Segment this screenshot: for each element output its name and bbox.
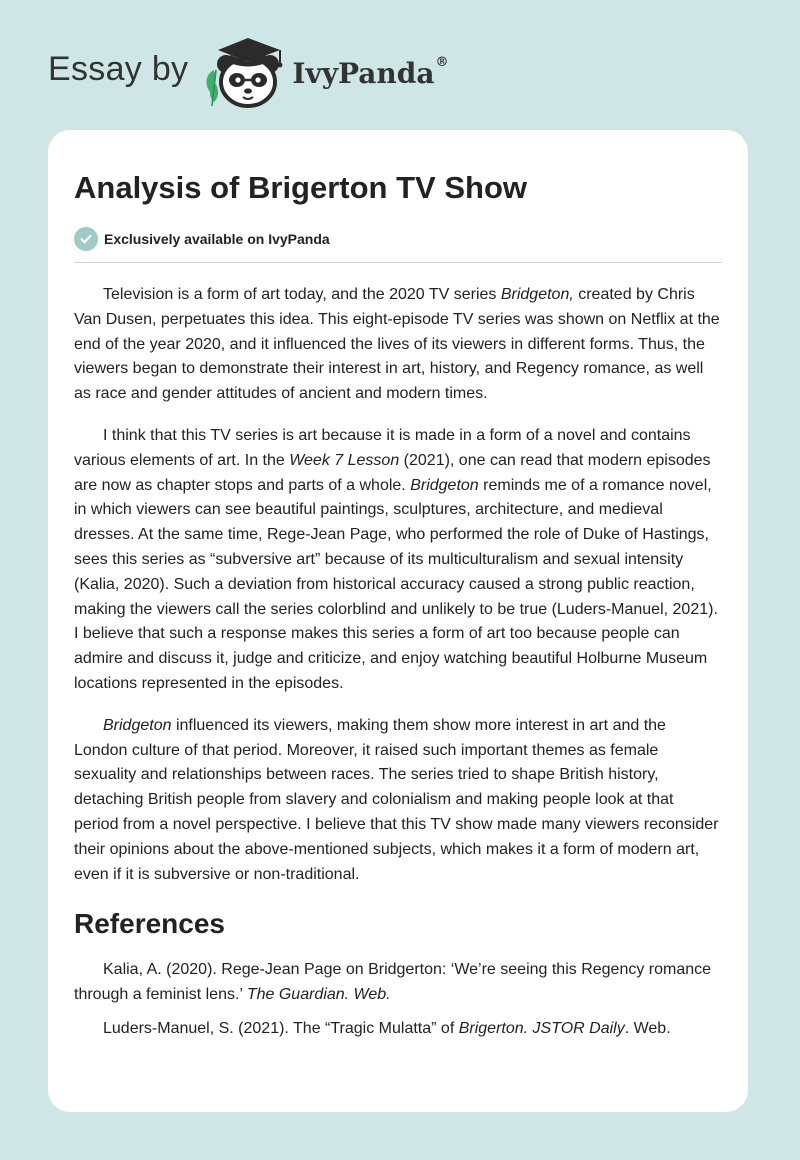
reference-item xyxy=(74,1017,722,1042)
references-heading: References xyxy=(74,908,225,940)
text-run: Luders-Manuel, S. (2021). The “Tragic Mulatta” of xyxy=(103,1019,459,1037)
text-run: created by Chris Van Dusen, perpetuates this idea. This eight-episode TV series was shown on Netflix at the end of the year 2020, and it influenced the lives of its viewers in different forms. Thus, the viewers began to demonstrate their interest in art, history, and Regency romance, as well as race and gender attitudes of ancient and modern times. xyxy=(74,286,720,403)
check-icon xyxy=(74,227,98,251)
text-run: (2021), one can read that modern episodes are now as chapter stops and parts of a whole. xyxy=(74,451,711,494)
body-paragraph xyxy=(74,424,722,697)
essay-body xyxy=(74,283,722,887)
text-run: I think that this TV series is art because it is made in a form of a novel and contains various elements of art. In the xyxy=(74,426,691,469)
brand-prefix: Essay by xyxy=(48,49,189,88)
text-run: Kalia, A. (2020). Rege-Jean Page on Bridgerton: ‘We’re seeing this Regency romance through a feminist lens.’ xyxy=(74,961,712,1004)
reference-item xyxy=(74,958,722,1008)
text-run: Television is a form of art today, and the 2020 TV series xyxy=(103,286,501,303)
page-title: Analysis of Brigerton TV Show xyxy=(74,170,527,205)
text-run: influenced its viewers, making them show more interest in art and the London culture of that period. Moreover, it raised such important themes as female sexuality and relationships between races. The series tried to shape British history, detaching British people from slavery and colonialism and making people look at that period from a novel perspective. I believe that this TV show made many viewers reconsider their opinions about the above-mentioned subjects, which makes it a form of modern art, even if it is subversive or non-traditional. xyxy=(74,716,719,883)
italic-run: Week 7 Lesson xyxy=(289,451,400,469)
italic-run: Bridgeton xyxy=(410,476,479,494)
text-run: . Web. xyxy=(624,1019,671,1037)
body-paragraph xyxy=(74,714,722,888)
italic-run: Brigerton. JSTOR Daily xyxy=(458,1019,625,1037)
panda-graduate-icon xyxy=(200,30,290,110)
body-paragraph xyxy=(74,283,722,407)
exclusive-label: Exclusively available on IvyPanda xyxy=(104,231,330,247)
exclusive-badge xyxy=(74,226,722,252)
divider xyxy=(74,262,722,263)
brand-name: IvyPanda® xyxy=(292,54,449,90)
site-header-logo[interactable] xyxy=(48,30,449,110)
italic-run: Bridgeton xyxy=(103,716,172,734)
italic-run: The Guardian. Web. xyxy=(246,986,391,1004)
text-run: reminds me of a romance novel, in which viewers can see beautiful paintings, sculptures, architecture, and medieval dresses. At the same time, Rege-Jean Page, who performed the role of Duke of Hastings, sees this series as “subversive art” because of its multiculturalism and sexual intensity (Kalia, 2020). Such a deviation from historical accuracy caused a strong public reaction, making the viewers call the series colorblind and unlikely to be true (Luders-Manuel, 2021). I believe that such a response makes this series a form of art too because people can admire and discuss it, judge and criticize, and enjoy watching beautiful Holburne Museum locations represented in the episodes. xyxy=(74,476,718,692)
italic-run: Bridgeton, xyxy=(500,286,574,303)
references-list xyxy=(74,958,722,1041)
essay-card xyxy=(48,130,748,1112)
